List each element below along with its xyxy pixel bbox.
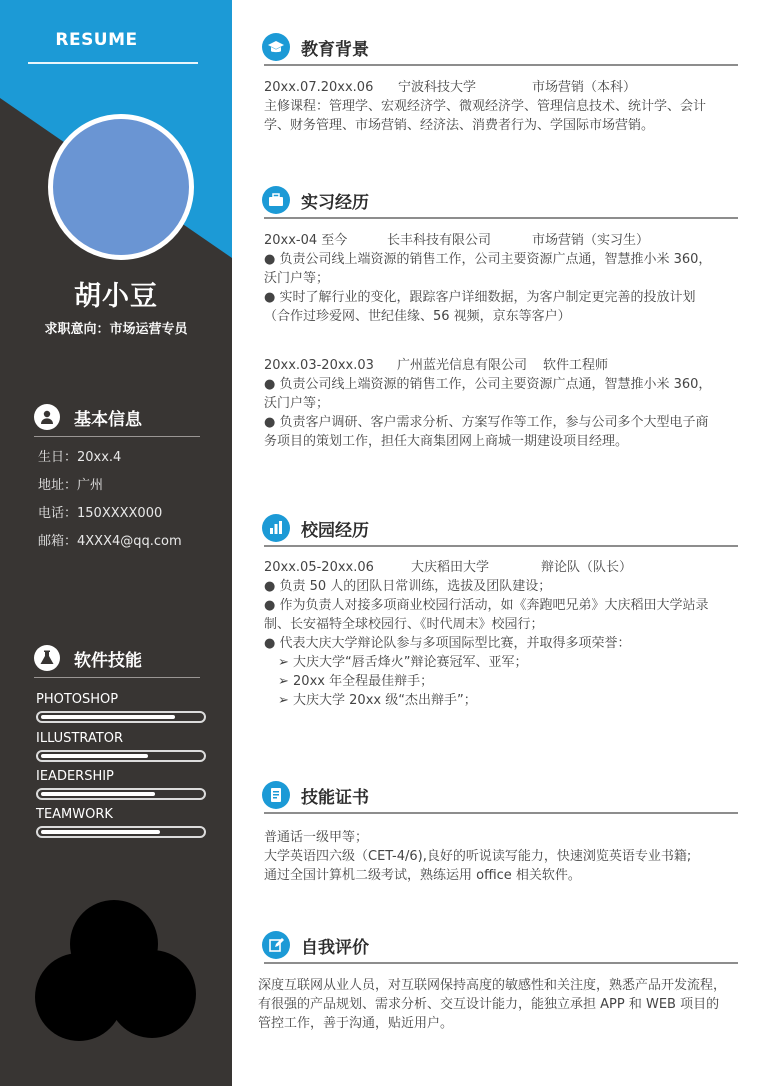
skill-bar-fill (41, 830, 160, 834)
candidate-name: 胡小豆 (74, 281, 158, 312)
info-birthday: 生日：20xx.4 (38, 450, 122, 465)
section-divider (264, 962, 738, 964)
campus-text: ● 作为负责人对接多项商业校园行活动，如《奔跑吧兄弟》大庆稻田大学站录 (264, 598, 709, 613)
section-divider (264, 217, 738, 219)
section-internship (262, 183, 738, 451)
section-self-evaluation (258, 928, 738, 1033)
skill-name: IEADERSHIP (36, 769, 114, 784)
job-company: 广州蓝光信息有限公司 (397, 358, 528, 373)
job-period: 20xx-04 至今 (264, 233, 348, 248)
decorative-circles (0, 885, 232, 1086)
section-title: 自我评价 (301, 938, 369, 958)
skill-teamwork (36, 807, 204, 824)
campus-honor: ➢ 20xx 年全程最佳辩手； (278, 674, 434, 689)
info-email: 邮箱：4XXX4@qq.com (38, 534, 182, 549)
flask-icon (34, 645, 60, 671)
skill-name: PHOTOSHOP (36, 692, 119, 707)
heading-divider (34, 436, 200, 437)
decorative-circle (108, 950, 196, 1038)
document-icon (262, 781, 290, 809)
section-title: 实习经历 (301, 193, 369, 213)
basic-info-heading (34, 404, 200, 434)
job-period: 20xx.03-20xx.03 (264, 358, 374, 373)
section-heading (262, 183, 738, 217)
education-major: 市场营销（本科） (532, 80, 637, 95)
job-objective: 求职意向：市场运营专员 (44, 322, 188, 337)
skill-bar-fill (41, 715, 175, 719)
section-body (262, 231, 738, 451)
skill-bar (36, 750, 206, 762)
section-divider (264, 812, 738, 814)
info-phone: 电话：150XXXX000 (38, 506, 163, 521)
self-eval-line: 管控工作，善于沟通，贴近用户。 (258, 1016, 454, 1031)
main-content (232, 0, 768, 1086)
job-title: 市场营销（实习生） (532, 233, 650, 248)
skill-name: TEAMWORK (36, 807, 113, 822)
section-certificates (262, 778, 738, 885)
basic-info-title: 基本信息 (74, 410, 142, 430)
skill-leadership (36, 769, 204, 786)
education-period: 20xx.07.20xx.06 (264, 80, 374, 95)
section-divider (264, 64, 738, 66)
job-row (264, 356, 738, 375)
bar-chart-icon (262, 514, 290, 542)
section-heading (262, 30, 738, 64)
edit-icon (262, 931, 290, 959)
education-text: 主修课程：管理学、宏观经济学、微观经济学、管理信息技术、统计学、会计 (264, 99, 707, 114)
campus-honor: ➢ 大庆大学 20xx 级“杰出辩手”； (278, 693, 477, 708)
section-campus (262, 511, 738, 710)
self-eval-line: 深度互联网从业人员，对互联网保持高度的敏感性和关注度，熟悉产品开发流程， (258, 978, 727, 993)
skill-bar (36, 788, 206, 800)
self-eval-line: 有很强的产品规划、需求分析、交互设计能力，能独立承担 APP 和 WEB 项目的 (258, 997, 720, 1012)
certificate-line: 普通话一级甲等； (264, 830, 369, 845)
job-company: 长丰科技有限公司 (387, 233, 492, 248)
section-education (262, 30, 738, 135)
education-school: 宁波科技大学 (398, 80, 477, 95)
title-underline (28, 62, 198, 64)
education-text: 学、财务管理、市场营销、经济法、消费者行为、学国际市场营销。 (264, 118, 655, 133)
resume-title: RESUME (55, 30, 138, 50)
sidebar (0, 0, 232, 1086)
education-row (264, 78, 738, 97)
job-text: ● 负责公司线上端资源的销售工作，公司主要资源广点通，智慧推小米 360， (264, 252, 712, 267)
info-address: 地址：广州 (38, 478, 104, 493)
section-body (262, 78, 738, 135)
skill-photoshop (36, 692, 204, 709)
certificate-line: 通过全国计算机二级考试，熟练运用 office 相关软件。 (264, 868, 581, 883)
section-body (262, 558, 738, 710)
job-text: ● 负责客户调研、客户需求分析、方案写作等工作，参与公司多个大型电子商 (264, 415, 709, 430)
job-row (264, 231, 738, 250)
section-heading (262, 928, 738, 962)
job-text: 沃门户等； (264, 396, 330, 411)
spacer (264, 326, 738, 356)
skill-illustrator (36, 731, 204, 748)
profile-photo (48, 114, 194, 260)
campus-honor: ➢ 大庆大学“唇舌烽火”辩论赛冠军、亚军； (278, 655, 528, 670)
person-icon (34, 404, 60, 430)
section-title: 教育背景 (301, 40, 369, 60)
section-body (262, 828, 738, 885)
campus-row (264, 558, 738, 577)
campus-school: 大庆稻田大学 (411, 560, 490, 575)
campus-role: 辩论队（队长） (541, 560, 633, 575)
section-title: 校园经历 (301, 521, 369, 541)
section-divider (264, 545, 738, 547)
certificate-line: 大学英语四六级（CET-4/6),良好的听说读写能力，快速浏览英语专业书籍; (264, 849, 692, 864)
job-text: ● 实时了解行业的变化，跟踪客户详细数据，为客户制定更完善的投放计划 (264, 290, 696, 305)
section-heading (262, 778, 738, 812)
section-heading (262, 511, 738, 545)
campus-text: 制、长安福特全球校园行、《时代周末》校园行； (264, 617, 544, 632)
job-text: 沃门户等； (264, 271, 330, 286)
skills-title: 软件技能 (74, 651, 142, 671)
campus-text: ● 代表大庆大学辩论队参与多项国际型比赛，并取得多项荣誉： (264, 636, 631, 651)
skill-bar (36, 711, 206, 723)
skill-bar-fill (41, 792, 155, 796)
job-text: ● 负责公司线上端资源的销售工作，公司主要资源广点通，智慧推小米 360， (264, 377, 712, 392)
skill-bar (36, 826, 206, 838)
graduation-cap-icon (262, 33, 290, 61)
skill-name: ILLUSTRATOR (36, 731, 123, 746)
section-title: 技能证书 (301, 788, 369, 808)
skill-bar-fill (41, 754, 148, 758)
briefcase-icon (262, 186, 290, 214)
skills-heading (34, 645, 200, 675)
job-text: 务项目的策划工作，担任大商集团网上商城一期建设项目经理。 (264, 434, 629, 449)
job-title: 软件工程师 (543, 358, 609, 373)
section-body (256, 976, 738, 1033)
campus-period: 20xx.05-20xx.06 (264, 560, 374, 575)
job-text: （合作过珍爱网、世纪佳缘、56 视频，京东等客户） (264, 309, 571, 324)
heading-divider (34, 677, 200, 678)
campus-text: ● 负责 50 人的团队日常训练，选拔及团队建设； (264, 579, 552, 594)
